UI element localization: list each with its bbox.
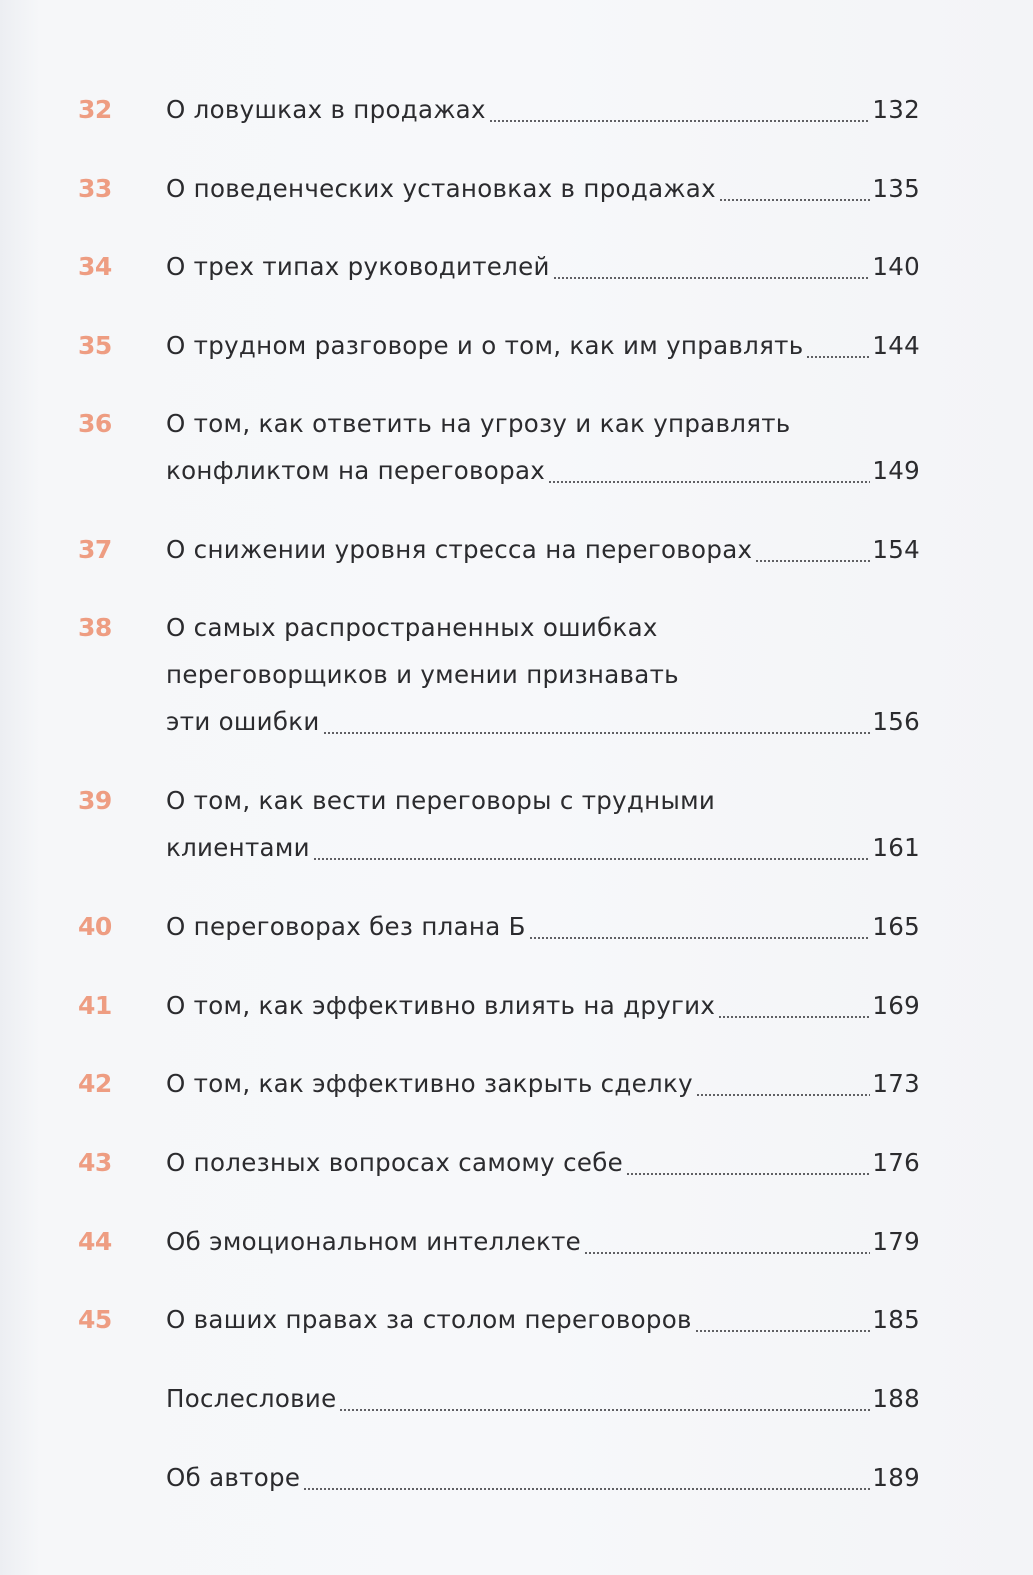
page-number: 161 [872, 833, 920, 862]
page-number: 156 [872, 707, 920, 736]
page-number: 149 [872, 456, 920, 485]
toc-last-line [166, 991, 920, 1025]
chapter-number: 34 [78, 252, 112, 281]
dot-leader [339, 1409, 870, 1411]
page-number: 173 [872, 1069, 920, 1098]
toc-last-line [166, 833, 920, 867]
toc-last-line [166, 535, 920, 569]
chapter-title: О трудном разговоре и о том, как им управлять [166, 331, 804, 360]
chapter-title: О ваших правах за столом переговоров [166, 1305, 692, 1334]
chapter-title: О поведенческих установках в продажах [166, 174, 716, 203]
toc-last-line [166, 912, 920, 946]
chapter-number: 44 [78, 1227, 112, 1256]
dot-leader [529, 937, 871, 939]
page-number: 165 [872, 912, 920, 941]
chapter-title: О снижении уровня стресса на переговорах [166, 535, 753, 564]
toc-last-line [166, 1227, 920, 1261]
toc-last-line [166, 331, 920, 365]
chapter-title: О переговорах без плана Б [166, 912, 526, 941]
toc-last-line [166, 1384, 920, 1418]
chapter-title: Об авторе [166, 1463, 301, 1492]
chapter-title: Об эмоциональном интеллекте [166, 1227, 582, 1256]
dot-leader [548, 481, 870, 483]
page-number: 189 [872, 1463, 920, 1492]
toc-last-line [166, 252, 920, 286]
chapter-title-continued: эти ошибки [166, 707, 320, 736]
chapter-title-continued: клиентами [166, 833, 310, 862]
page-number: 179 [872, 1227, 920, 1256]
page-number: 188 [872, 1384, 920, 1413]
chapter-title: О самых распространенных ошибках [166, 613, 658, 642]
page-number: 140 [872, 252, 920, 281]
toc-last-line [166, 456, 920, 490]
chapter-number: 38 [78, 613, 112, 642]
toc-line [166, 786, 920, 820]
dot-leader [806, 356, 870, 358]
toc-last-line [166, 1305, 920, 1339]
toc-last-line [166, 1148, 920, 1182]
chapter-number: 33 [78, 174, 112, 203]
chapter-number: 37 [78, 535, 112, 564]
dot-leader [323, 732, 871, 734]
chapter-title: О ловушках в продажах [166, 95, 486, 124]
dot-leader [718, 1016, 870, 1018]
toc-line [166, 660, 920, 694]
chapter-title: О трех типах руководителей [166, 252, 550, 281]
dot-leader [755, 560, 870, 562]
page-number: 132 [872, 95, 920, 124]
chapter-number: 36 [78, 409, 112, 438]
chapter-title: О том, как ответить на угрозу и как управлять [166, 409, 791, 438]
dot-leader [489, 120, 871, 122]
toc-last-line [166, 707, 920, 741]
chapter-title-continued: конфликтом на переговорах [166, 456, 546, 485]
toc-last-line [166, 174, 920, 208]
toc-last-line [166, 1069, 920, 1103]
chapter-number: 32 [78, 95, 112, 124]
chapter-title: О том, как эффективно влиять на других [166, 991, 716, 1020]
chapter-number: 35 [78, 331, 112, 360]
chapter-number: 39 [78, 786, 112, 815]
dot-leader [696, 1094, 870, 1096]
dot-leader [313, 858, 870, 860]
toc-last-line [166, 1463, 920, 1497]
dot-leader [719, 199, 870, 201]
chapter-number: 43 [78, 1148, 112, 1177]
page-number: 154 [872, 535, 920, 564]
dot-leader [584, 1252, 870, 1254]
toc-last-line [166, 95, 920, 129]
chapter-title: О том, как эффективно закрыть сделку [166, 1069, 693, 1098]
chapter-title-continued: переговорщиков и умении признавать [166, 660, 679, 689]
chapter-number: 45 [78, 1305, 112, 1334]
chapter-number: 42 [78, 1069, 112, 1098]
page-number: 135 [872, 174, 920, 203]
dot-leader [303, 1488, 870, 1490]
toc-line [166, 409, 920, 443]
chapter-title: О полезных вопросах самому себе [166, 1148, 623, 1177]
chapter-title: Послесловие [166, 1384, 337, 1413]
page-number: 176 [872, 1148, 920, 1177]
dot-leader [553, 277, 871, 279]
page-number: 169 [872, 991, 920, 1020]
page-number: 185 [872, 1305, 920, 1334]
dot-leader [626, 1173, 870, 1175]
chapter-title: О том, как вести переговоры с трудными [166, 786, 716, 815]
page-number: 144 [872, 331, 920, 360]
chapter-number: 40 [78, 912, 112, 941]
chapter-number: 41 [78, 991, 112, 1020]
dot-leader [695, 1330, 871, 1332]
toc-line [166, 613, 920, 647]
